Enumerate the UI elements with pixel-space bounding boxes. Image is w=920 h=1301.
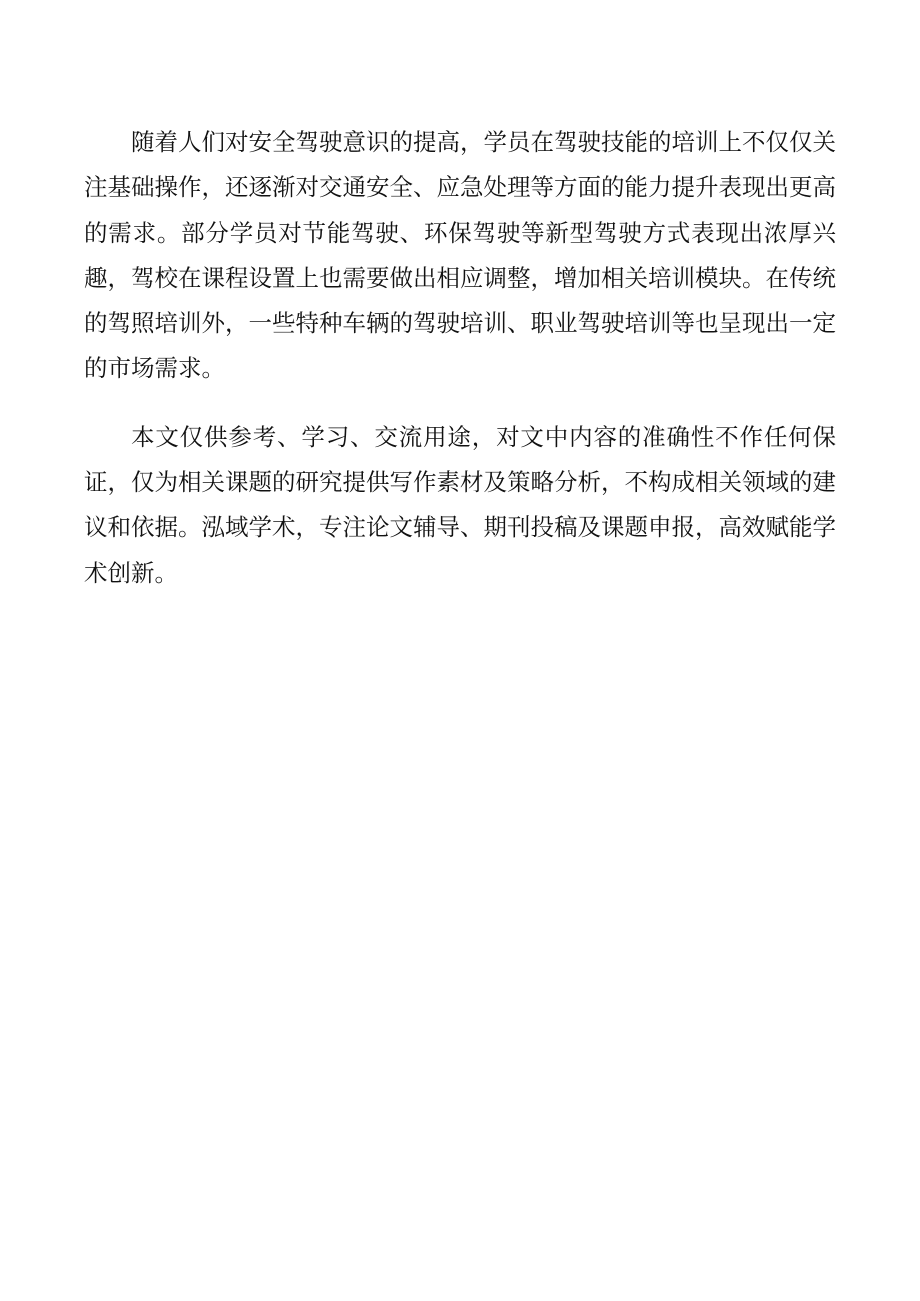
paragraph-driver-training-demand: 随着人们对安全驾驶意识的提高，学员在驾驶技能的培训上不仅仅关注基础操作，还逐渐对交通安全、应急处理等方面的能力提升表现出更高的需求。部分学员对节能驾驶、环保驾驶等新型驾驶方式表现出浓厚兴趣，驾校在课程设置上也需要做出相应调整，增加相关培训模块。在传统的驾照培训外，一些特种车辆的驾驶培训、职业驾驶培训等也呈现出一定的市场需求。 — [84, 128, 836, 383]
document-body — [84, 120, 836, 596]
paragraph-disclaimer: 本文仅供参考、学习、交流用途，对文中内容的准确性不作任何保证，仅为相关课题的研究提供写作素材及策略分析，不构成相关领域的建议和依据。泓域学术，专注论文辅导、期刊投稿及课题申报，高效赋能学术创新。 — [84, 422, 836, 587]
